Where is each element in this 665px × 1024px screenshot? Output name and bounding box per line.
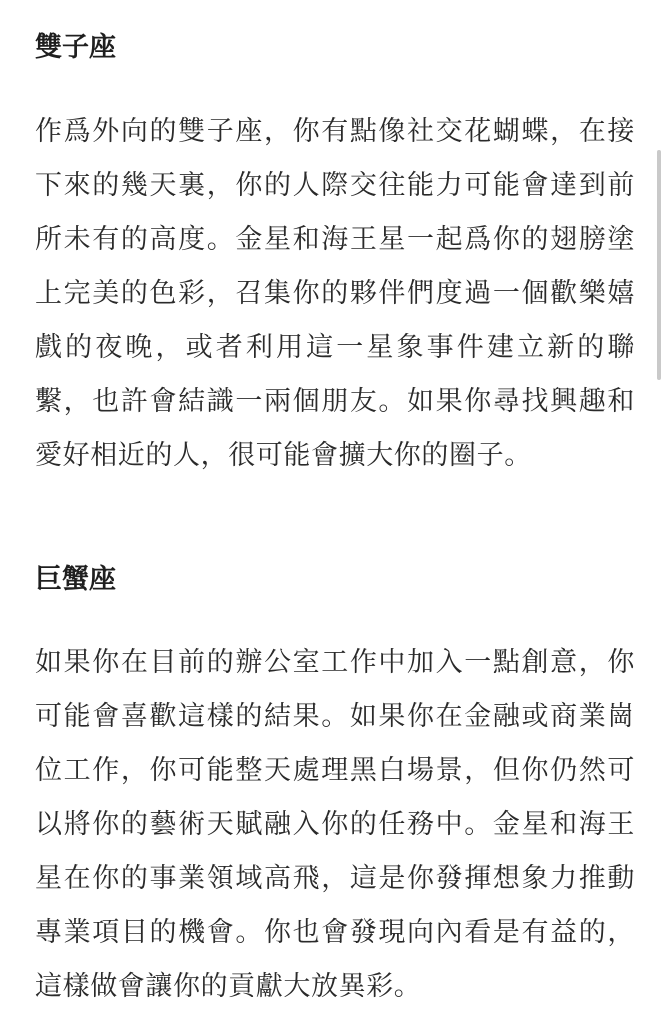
section-heading-cancer: 巨蟹座	[35, 564, 116, 595]
vertical-scrollbar[interactable]	[657, 150, 661, 380]
section-body-gemini: 作爲外向的雙子座，你有點像社交花蝴蝶，在接下來的幾天裏，你的人際交往能力可能會達到前所未有的高度。金星和海王星一起爲你的翅膀塗上完美的色彩，召集你的夥伴們度過一個歡樂嬉戲的夜晚，或者利用這一星象事件建立新的聯繫，也許會結識一兩個朋友。如果你尋找興趣和愛好相近的人，很可能會擴大你的圈子。	[35, 116, 635, 471]
section-body-cancer: 如果你在目前的辦公室工作中加入一點創意，你可能會喜歡這樣的結果。如果你在金融或商業崗位工作，你可能整天處理黑白場景，但你仍然可以將你的藝術天賦融入你的任務中。金星和海王星在你的事業領域高飛，這是你發揮想象力推動專業項目的機會。你也會發現向內看是有益的，這樣做會讓你的貢獻大放異彩。	[35, 647, 635, 1002]
section-heading-gemini: 雙子座	[35, 32, 116, 63]
